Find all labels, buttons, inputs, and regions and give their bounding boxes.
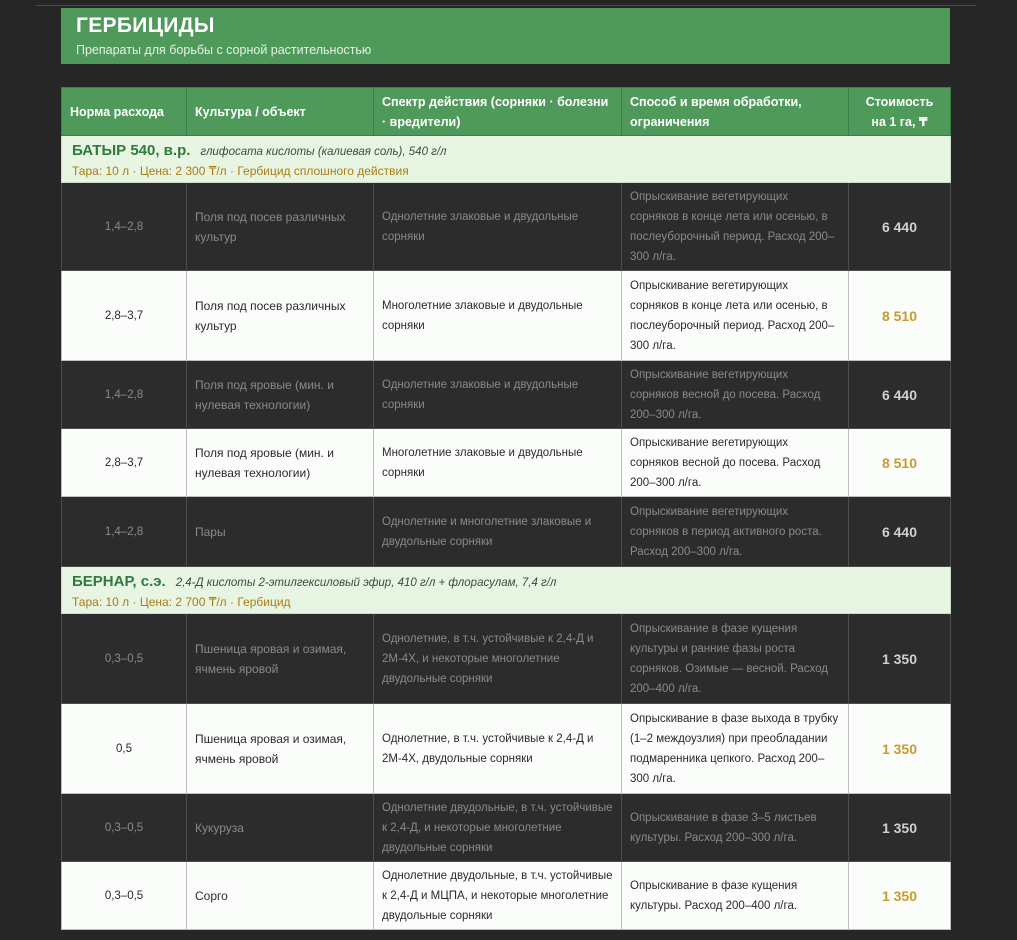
rate-cell: 0,3–0,5 <box>62 862 187 930</box>
page-title: ГЕРБИЦИДЫ <box>76 14 215 37</box>
method-cell: Опрыскивание вегетирующих сорняков весной до посева. Расход 200–300 л/га. <box>622 429 849 497</box>
culture-cell: Кукуруза <box>187 794 374 862</box>
rate-cell: 2,8–3,7 <box>62 271 187 361</box>
cost-cell: 8 510 <box>849 271 951 361</box>
page-subtitle: Препараты для борьбы с сорной растительностью <box>76 43 372 57</box>
culture-cell: Пары <box>187 497 374 567</box>
table-row <box>62 497 951 567</box>
spectrum-cell: Многолетние злаковые и двудольные сорняки <box>374 429 622 497</box>
product-row <box>62 567 951 614</box>
table-row <box>62 271 951 361</box>
table-row <box>62 704 951 794</box>
product-meta: Тара: 10 л · Цена: 2 700 ₸/л · Гербицид <box>72 594 291 609</box>
method-cell: Опрыскивание вегетирующих сорняков в конце лета или осенью, в послеуборочный период. Расход 200–300 л/га. <box>622 183 849 271</box>
product-header-cell <box>62 567 951 614</box>
rate-cell: 1,4–2,8 <box>62 183 187 271</box>
spectrum-cell: Однолетние двудольные, в т.ч. устойчивые к 2,4-Д и МЦПА, и некоторые многолетние двудольные сорняки <box>374 862 622 930</box>
rate-cell: 0,3–0,5 <box>62 614 187 704</box>
cost-cell: 6 440 <box>849 361 951 429</box>
product-name: БАТЫР 540, в.р. <box>72 141 191 159</box>
table-row <box>62 614 951 704</box>
method-cell: Опрыскивание вегетирующих сорняков весной до посева. Расход 200–300 л/га. <box>622 361 849 429</box>
spectrum-cell: Многолетние злаковые и двудольные сорняки <box>374 271 622 361</box>
product-composition: глифосата кислоты (калиевая соль), 540 г/л <box>200 145 447 158</box>
rate-cell: 2,8–3,7 <box>62 429 187 497</box>
culture-cell: Поля под яровые (мин. и нулевая технологии) <box>187 361 374 429</box>
cost-cell: 6 440 <box>849 183 951 271</box>
table-row <box>62 429 951 497</box>
table-header-row <box>62 88 951 136</box>
method-cell: Опрыскивание вегетирующих сорняков в период активного роста. Расход 200–300 л/га. <box>622 497 849 567</box>
section-banner <box>61 8 950 64</box>
product-composition: 2,4-Д кислоты 2-этилгексиловый эфир, 410 г/л + флорасулам, 7,4 г/л <box>175 576 557 589</box>
spectrum-cell: Однолетние и многолетние злаковые и двудольные сорняки <box>374 497 622 567</box>
spectrum-cell: Однолетние злаковые и двудольные сорняки <box>374 361 622 429</box>
culture-cell: Пшеница яровая и озимая, ячмень яровой <box>187 614 374 704</box>
culture-cell: Поля под посев различных культур <box>187 271 374 361</box>
product-header-cell <box>62 136 951 183</box>
cost-cell: 1 350 <box>849 794 951 862</box>
table-row <box>62 183 951 271</box>
rate-cell: 1,4–2,8 <box>62 361 187 429</box>
spectrum-cell: Однолетние, в т.ч. устойчивые к 2,4-Д и 2М-4Х, и некоторые многолетние двудольные сорняки <box>374 614 622 704</box>
herbicide-table <box>61 87 951 930</box>
cost-cell: 1 350 <box>849 862 951 930</box>
top-divider <box>36 5 976 6</box>
col-header-cost: Стоимость на 1 га, ₸ <box>849 88 951 136</box>
culture-cell: Сорго <box>187 862 374 930</box>
table-row <box>62 361 951 429</box>
cost-cell: 1 350 <box>849 614 951 704</box>
rate-cell: 0,3–0,5 <box>62 794 187 862</box>
table-row <box>62 862 951 930</box>
col-header-rate: Норма расхода <box>62 88 187 136</box>
method-cell: Опрыскивание в фазе 3–5 листьев культуры. Расход 200–300 л/га. <box>622 794 849 862</box>
col-header-spectrum: Спектр действия (сорняки · болезни · вредители) <box>374 88 622 136</box>
method-cell: Опрыскивание вегетирующих сорняков в конце лета или осенью, в послеуборочный период. Расход 200–300 л/га. <box>622 271 849 361</box>
spectrum-cell: Однолетние, в т.ч. устойчивые к 2,4-Д и 2М-4Х, двудольные сорняки <box>374 704 622 794</box>
cost-cell: 1 350 <box>849 704 951 794</box>
rate-cell: 1,4–2,8 <box>62 497 187 567</box>
table-row <box>62 794 951 862</box>
spectrum-cell: Однолетние двудольные, в т.ч. устойчивые к 2,4-Д, и некоторые многолетние двудольные сорняки <box>374 794 622 862</box>
col-header-method: Способ и время обработки, ограничения <box>622 88 849 136</box>
method-cell: Опрыскивание в фазе кущения культуры и ранние фазы роста сорняков. Озимые — весной. Расход 200–400 л/га. <box>622 614 849 704</box>
product-row <box>62 136 951 183</box>
method-cell: Опрыскивание в фазе кущения культуры. Расход 200–400 л/га. <box>622 862 849 930</box>
product-name: БЕРНАР, с.э. <box>72 572 166 590</box>
spectrum-cell: Однолетние злаковые и двудольные сорняки <box>374 183 622 271</box>
culture-cell: Поля под яровые (мин. и нулевая технологии) <box>187 429 374 497</box>
product-meta: Тара: 10 л · Цена: 2 300 ₸/л · Гербицид сплошного действия <box>72 163 409 178</box>
col-header-culture: Культура / объект <box>187 88 374 136</box>
method-cell: Опрыскивание в фазе выхода в трубку (1–2 междоузлия) при преобладании подмаренника цепкого. Расход 200–300 л/га. <box>622 704 849 794</box>
rate-cell: 0,5 <box>62 704 187 794</box>
culture-cell: Поля под посев различных культур <box>187 183 374 271</box>
cost-cell: 6 440 <box>849 497 951 567</box>
culture-cell: Пшеница яровая и озимая, ячмень яровой <box>187 704 374 794</box>
cost-cell: 8 510 <box>849 429 951 497</box>
